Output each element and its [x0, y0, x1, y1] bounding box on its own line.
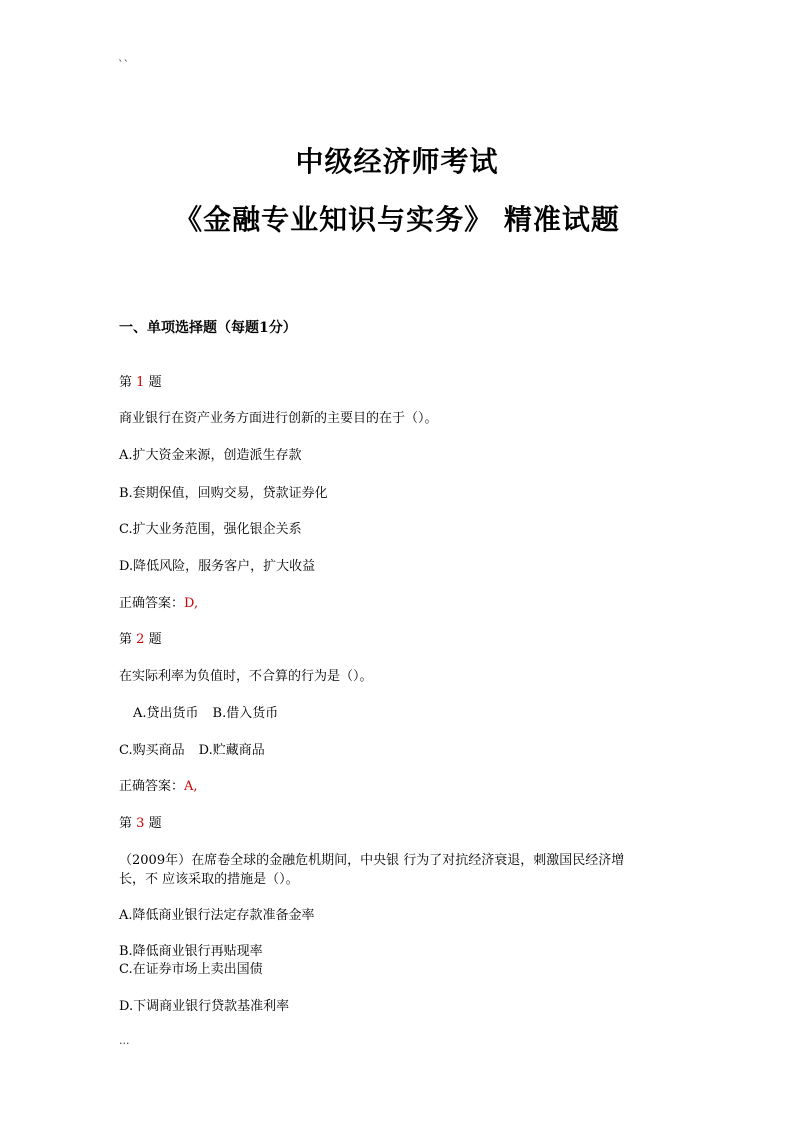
question-3-option-c: C.在证券市场上卖出国债: [119, 962, 263, 977]
section-heading: 一、单项选择题（每题1分）: [119, 320, 297, 336]
question-2-text: 在实际利率为负值时，不合算的行为是（）。: [119, 669, 373, 684]
question-number: 2: [136, 632, 145, 647]
question-2-option-a: A.贷出货币: [133, 706, 199, 721]
question-prefix: 第: [119, 816, 133, 831]
question-1-answer: [119, 594, 198, 613]
answer-value: A,: [184, 779, 198, 794]
answer-label: 正确答案：: [119, 779, 185, 794]
question-prefix: 第: [119, 632, 133, 647]
question-2-option-b: B.借入货币: [212, 706, 279, 721]
question-2-options-row-2: [119, 741, 265, 760]
document-title-line-1: 中级经济师考试: [295, 145, 499, 178]
question-number: 3: [136, 816, 145, 831]
question-1-option-d: D.降低风险，服务客户，扩大收益: [119, 559, 316, 574]
question-1-option-b: B.套期保值，回购交易，贷款证券化: [119, 486, 328, 501]
question-1-header: [119, 373, 162, 392]
question-suffix: 题: [148, 632, 162, 647]
footer-mark: ...: [119, 1034, 130, 1047]
question-2-option-d: D.贮藏商品: [198, 743, 265, 758]
question-prefix: 第: [119, 375, 133, 390]
question-2-answer: [119, 777, 198, 796]
question-number: 1: [136, 375, 145, 390]
question-3-option-a: A.降低商业银行法定存款准备金率: [119, 908, 315, 923]
answer-value: D,: [184, 596, 199, 611]
question-2-options-row-1: [133, 704, 278, 723]
header-mark: ``: [118, 58, 129, 71]
document-title-line-2: 《金融专业知识与实务》 精准试题: [174, 203, 620, 236]
question-1-option-c: C.扩大业务范围，强化银企关系: [119, 522, 302, 537]
question-3-option-d: D.下调商业银行贷款基准利率: [119, 999, 290, 1014]
question-2-option-c: C.购买商品: [119, 743, 185, 758]
question-2-header: [119, 630, 162, 649]
question-3-text-line-2: 长，不 应该采取的措施是（）。: [119, 872, 299, 887]
question-suffix: 题: [148, 375, 162, 390]
question-suffix: 题: [148, 816, 162, 831]
question-1-option-a: A.扩大资金来源，创造派生存款: [119, 448, 302, 463]
answer-label: 正确答案：: [119, 596, 185, 611]
question-3-option-b: B.降低商业银行再贴现率: [119, 944, 263, 959]
question-3-text-line-1: （2009年）在席卷全球的金融危机期间，中央银 行为了对抗经济衰退，刺激国民经济增: [119, 853, 625, 868]
question-3-header: [119, 814, 162, 833]
question-1-text: 商业银行在资产业务方面进行创新的主要目的在于（）。: [119, 411, 438, 426]
